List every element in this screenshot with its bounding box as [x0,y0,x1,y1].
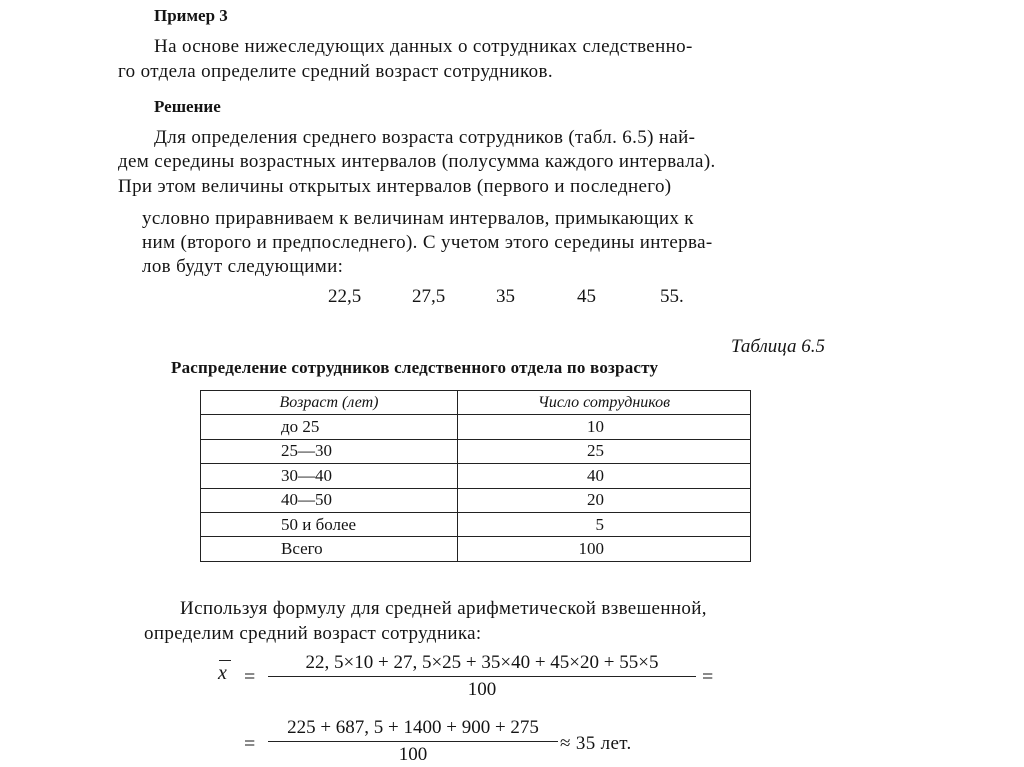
formula-intro-line-2: определим средний возраст сотрудника: [144,623,482,644]
solution-line-6: лов будут следующими: [142,256,344,277]
fraction-1 [268,652,696,701]
age-distribution-table [200,390,751,562]
age-cell: 40—50 [201,488,458,512]
solution-line-5: ним (второго и предпоследнего). С учетом этого середины интерва- [142,232,713,253]
count-cell: 100 [458,537,751,561]
count-cell: 5 [458,512,751,536]
age-cell: 25—30 [201,439,458,463]
formula-intro-line-1: Используя формулу для средней арифметической взвешенной, [180,598,707,619]
age-cell: 50 и более [201,512,458,536]
table-row [201,439,751,463]
formula-result: ≈ 35 лет. [560,733,632,754]
numerator: 225 + 687, 5 + 1400 + 900 + 275 [287,717,539,738]
task-line-2: го отдела определите средний возраст сотрудников. [118,61,553,82]
equals-sign: = [244,666,256,688]
equals-sign: = [244,733,256,755]
midpoint-value: 27,5 [412,286,446,307]
count-cell: 10 [458,415,751,439]
table-row-total [201,537,751,561]
solution-line-1: Для определения среднего возраста сотрудников (табл. 6.5) най- [154,127,696,148]
age-cell: до 25 [201,415,458,439]
table-row [201,512,751,536]
solution-line-3: При этом величины открытых интервалов (первого и последнего) [118,176,672,197]
midpoint-value: 45 [577,286,596,307]
numerator: 22, 5×10 + 27, 5×25 + 35×40 + 45×20 + 55×5 [305,652,659,673]
midpoint-value: 35 [496,286,515,307]
fraction-bar [268,676,696,677]
table-row [201,464,751,488]
denominator: 100 [398,744,428,765]
mean-symbol-letter: x [218,662,227,684]
table-row [201,488,751,512]
table-caption: Распределение сотрудников следственного отдела по возрасту [171,358,659,377]
table-row [201,415,751,439]
column-header-age: Возраст (лет) [201,391,458,415]
count-cell: 20 [458,488,751,512]
age-cell: 30—40 [201,464,458,488]
denominator: 100 [467,679,497,700]
column-header-count: Число сотрудников [458,391,751,415]
count-cell: 40 [458,464,751,488]
task-line-1: На основе нижеследующих данных о сотрудниках следственно- [154,36,693,57]
fraction-2 [268,717,558,766]
solution-line-4: условно приравниваем к величинам интервалов, примыкающих к [142,208,694,229]
table-header-row [201,391,751,415]
mean-symbol [218,660,231,685]
example-title: Пример 3 [154,6,228,25]
midpoint-value: 22,5 [328,286,362,307]
count-cell: 25 [458,439,751,463]
equals-sign: = [702,666,714,688]
fraction-bar [268,741,558,742]
age-cell: Всего [201,537,458,561]
midpoint-value: 55. [660,286,684,307]
solution-line-2: дем середины возрастных интервалов (полусумма каждого интервала). [118,151,716,172]
table-label: Таблица 6.5 [731,336,825,357]
solution-title: Решение [154,97,221,116]
